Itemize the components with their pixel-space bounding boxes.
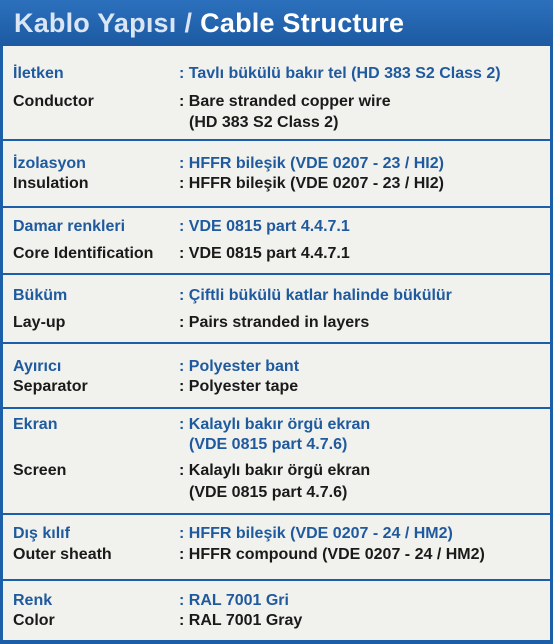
value-tr: : HFFR bileşik (VDE 0207 - 24 / HM2) (179, 525, 453, 542)
title-english: Cable Structure (200, 7, 405, 38)
label-en: Insulation (13, 175, 89, 192)
section-separator (3, 344, 550, 409)
section-screen (3, 409, 550, 515)
value-tr: : Polyester bant (179, 358, 300, 375)
label-en: Core Identification (13, 245, 154, 262)
value-en: : RAL 7001 Gray (179, 612, 303, 629)
value-tr: : Çiftli bükülü katlar halinde bükülür (179, 287, 452, 304)
value-tr: : RAL 7001 Gri (179, 592, 289, 609)
value-en: : Polyester tape (179, 378, 299, 395)
title-separator: / (184, 7, 193, 38)
section-core-identification (3, 208, 550, 275)
page-title (0, 0, 553, 46)
value-tr-cont: (VDE 0815 part 4.7.6) (189, 436, 348, 453)
value-tr: : Tavlı bükülü bakır tel (HD 383 S2 Class 2) (179, 65, 501, 82)
label-tr: Renk (13, 592, 53, 609)
value-en: : Pairs stranded in layers (179, 314, 370, 331)
label-tr: Büküm (13, 287, 68, 304)
label-tr: Ayırıcı (13, 358, 62, 375)
title-turkish: Kablo Yapısı (14, 7, 177, 38)
value-tr: : HFFR bileşik (VDE 0207 - 23 / HI2) (179, 155, 444, 172)
value-en: : VDE 0815 part 4.4.7.1 (179, 245, 350, 262)
value-en: : HFFR compound (VDE 0207 - 24 / HM2) (179, 546, 485, 563)
value-en-cont: (HD 383 S2 Class 2) (189, 114, 339, 131)
label-en: Lay-up (13, 314, 66, 331)
section-conductor (3, 46, 550, 141)
label-tr: Ekran (13, 416, 58, 433)
structure-table (3, 46, 550, 640)
section-color (3, 581, 550, 640)
section-lay-up (3, 275, 550, 344)
label-tr: Damar renkleri (13, 218, 126, 235)
label-en: Color (13, 612, 55, 629)
label-en: Separator (13, 378, 88, 395)
section-outer-sheath (3, 515, 550, 581)
label-en: Screen (13, 462, 67, 479)
value-tr: : VDE 0815 part 4.4.7.1 (179, 218, 350, 235)
value-en-cont: (VDE 0815 part 4.7.6) (189, 484, 348, 501)
section-insulation (3, 141, 550, 208)
label-tr: İletken (13, 65, 64, 82)
value-en: : Kalaylı bakır örgü ekran (179, 462, 371, 479)
label-en: Conductor (13, 93, 94, 110)
label-tr: Dış kılıf (13, 525, 70, 542)
label-tr: İzolasyon (13, 155, 86, 172)
value-tr: : Kalaylı bakır örgü ekran (179, 416, 371, 433)
label-en: Outer sheath (13, 546, 112, 563)
value-en: : HFFR bileşik (VDE 0207 - 23 / HI2) (179, 175, 444, 192)
value-en: : Bare stranded copper wire (179, 93, 391, 110)
